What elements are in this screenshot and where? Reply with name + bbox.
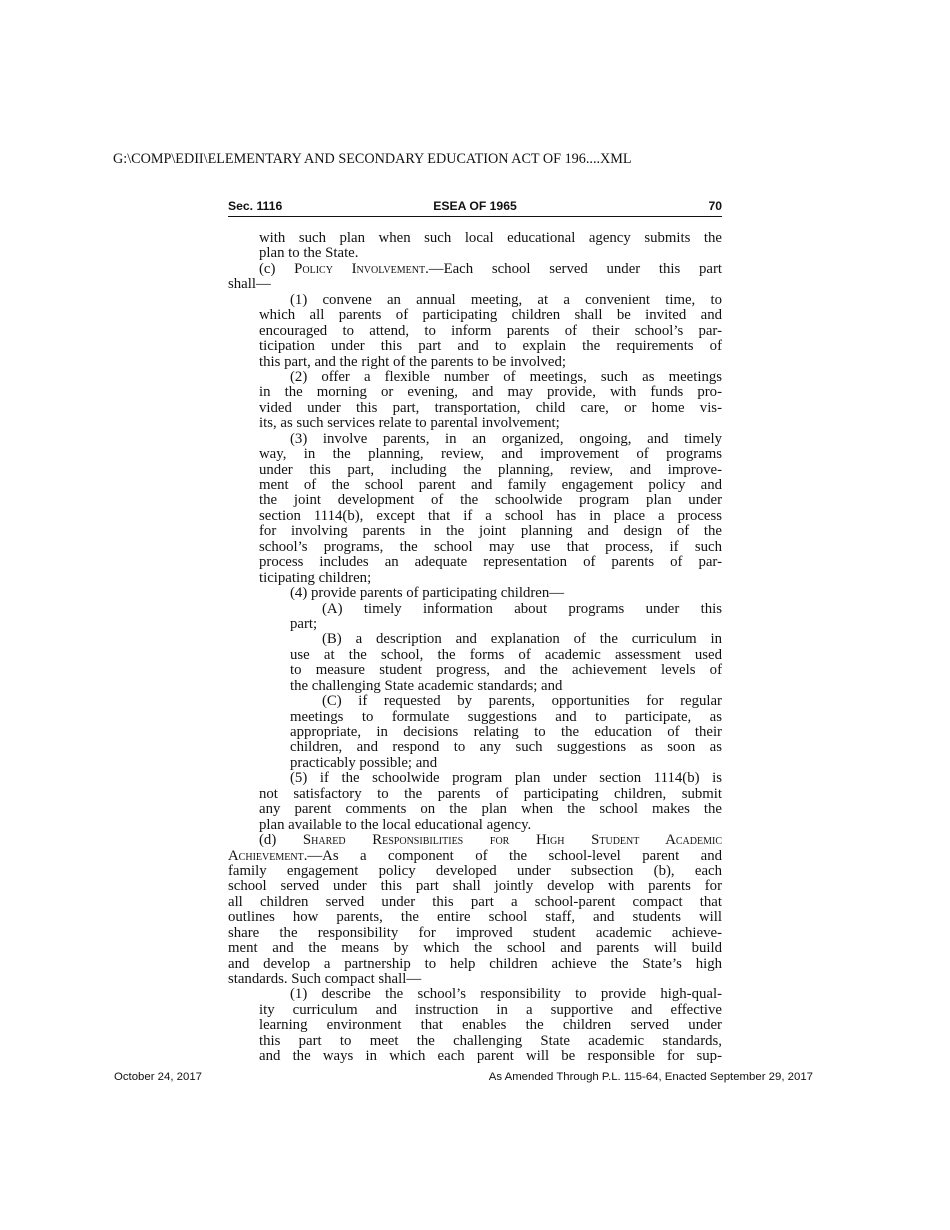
line-text: (C) if requested by parents, opportunities for regular (322, 693, 722, 710)
text-line (228, 262, 722, 277)
line-text: ticipation under this part and to explain the requirements of (259, 338, 722, 355)
text-line (228, 246, 722, 261)
text-line (228, 385, 722, 400)
line-text: use at the school, the forms of academic assessment used (290, 646, 722, 663)
text-line (228, 632, 722, 647)
text-line (228, 957, 722, 972)
text-line (228, 1003, 722, 1018)
line-text: way, in the planning, review, and improvement of programs (259, 446, 722, 463)
line-text: standards. Such compact shall— (228, 971, 422, 987)
line-text: ity curriculum and instruction in a supportive and effective (259, 1001, 722, 1018)
line-text: this part to meet the challenging State academic standards, (259, 1032, 722, 1049)
line-text: children, and respond to any such suggestions as soon as (290, 739, 722, 756)
line-text: this part, and the right of the parents to be involved; (259, 353, 566, 370)
text-line (228, 1018, 722, 1033)
subsection-lead: (d) (259, 832, 303, 849)
line-text: which all parents of participating children shall be invited and (259, 307, 722, 324)
text-line (228, 864, 722, 879)
text-line (228, 941, 722, 956)
line-text: and develop a partnership to help children achieve the State’s high (228, 955, 722, 972)
line-text: the challenging State academic standards; and (290, 677, 563, 694)
line-text: and the ways in which each parent will be responsible for sup- (259, 1048, 722, 1065)
text-line (228, 324, 722, 339)
text-line (228, 540, 722, 555)
text-line (228, 756, 722, 771)
line-text: ticipating children; (259, 569, 372, 586)
line-text: (A) timely information about programs under this (322, 600, 722, 617)
subsection-heading: Achievement (228, 847, 304, 864)
footer-date: October 24, 2017 (114, 1071, 203, 1083)
line-text: the joint development of the schoolwide program plan under (259, 492, 722, 509)
text-line (228, 355, 722, 370)
text-line (228, 308, 722, 323)
line-text: (4) provide parents of participating children— (290, 585, 565, 602)
line-text: ment and the means by which the school and parents will build (228, 940, 722, 957)
text-line (228, 617, 722, 632)
footer-amended-note: As Amended Through P.L. 115-64, Enacted September 29, 2017 (488, 1071, 813, 1083)
line-text: (1) describe the school’s responsibility to provide high-qual- (290, 986, 722, 1003)
line-text: encouraged to attend, to inform parents of their school’s par- (259, 322, 722, 339)
text-line (228, 370, 722, 385)
text-line (228, 509, 722, 524)
text-line (228, 1034, 722, 1049)
line-text: (B) a description and explanation of the curriculum in (322, 631, 722, 648)
text-line (228, 571, 722, 586)
subsection-heading: Policy Involvement (294, 260, 426, 277)
line-text: family engagement policy developed under subsection (b), each (228, 862, 722, 879)
text-line (228, 725, 722, 740)
text-line (228, 602, 722, 617)
line-text: section 1114(b), except that if a school has in place a process (259, 507, 722, 524)
text-line (228, 478, 722, 493)
running-head (228, 198, 722, 217)
line-text: shall— (228, 276, 271, 293)
file-path-header: G:\COMP\EDII\ELEMENTARY AND SECONDARY EDUCATION ACT OF 196....XML (113, 151, 632, 167)
text-line (228, 1049, 722, 1064)
line-text: learning environment that enables the children served under (259, 1017, 722, 1034)
text-line (228, 818, 722, 833)
text-line (228, 648, 722, 663)
running-head-title: ESEA OF 1965 (433, 199, 517, 213)
text-line (228, 972, 722, 987)
line-text: plan available to the local educational agency. (259, 816, 532, 833)
text-line (228, 447, 722, 462)
text-line (228, 339, 722, 354)
text-line (228, 231, 722, 246)
text-line (228, 679, 722, 694)
text-line (228, 493, 722, 508)
line-text: not satisfactory to the parents of participating children, submit (259, 785, 722, 802)
line-text: practicably possible; and (290, 754, 438, 771)
line-text: (5) if the schoolwide program plan under section 1114(b) is (290, 770, 722, 787)
text-line (228, 787, 722, 802)
line-text: school served under this part shall jointly develop with parents for (228, 878, 722, 895)
line-text: plan to the State. (259, 245, 359, 262)
text-line (228, 802, 722, 817)
line-text: under this part, including the planning, review, and improve- (259, 461, 722, 478)
line-text: (3) involve parents, in an organized, ongoing, and timely (290, 430, 722, 447)
line-text: appropriate, in decisions relating to the education of their (290, 724, 722, 740)
line-text: part; (290, 615, 318, 632)
text-line (228, 833, 722, 848)
text-line (228, 555, 722, 570)
line-text: school’s programs, the school may use that process, if such (259, 538, 722, 555)
text-line (228, 710, 722, 725)
line-text: all children served under this part a school-parent compact that (228, 893, 722, 910)
text-line (228, 740, 722, 755)
text-line (228, 277, 722, 292)
text-line (228, 293, 722, 308)
subsection-heading: Shared Responsibilities for High Student Academic (302, 832, 722, 849)
line-text: share the responsibility for improved student academic achieve- (228, 924, 722, 941)
text-line (228, 416, 722, 431)
line-text: with such plan when such local educational agency submits the (259, 230, 722, 246)
text-line (228, 771, 722, 786)
line-text: to measure student progress, and the achievement levels of (290, 662, 722, 679)
running-head-section: Sec. 1116 (228, 199, 283, 213)
text-line (228, 694, 722, 709)
text-line (228, 879, 722, 894)
text-line (228, 432, 722, 447)
text-line (228, 895, 722, 910)
line-text: for involving parents in the joint planning and design of the (259, 523, 722, 540)
statute-body (228, 231, 722, 1065)
line-text: any parent comments on the plan when the school makes the (259, 801, 722, 818)
text-line (228, 987, 722, 1002)
text-line (228, 586, 722, 601)
line-text: (1) convene an annual meeting, at a convenient time, to (290, 291, 722, 308)
text-line (228, 663, 722, 678)
line-text: vided under this part, transportation, child care, or home vis- (259, 399, 722, 416)
line-text: its, as such services relate to parental involvement; (259, 415, 560, 432)
text-line (228, 849, 722, 864)
line-text: process includes an adequate representation of parents of par- (259, 554, 722, 571)
line-text: .—As a component of the school-level parent and (303, 847, 722, 864)
line-text: in the morning or evening, and may provide, with funds pro- (259, 384, 722, 401)
line-text: ment of the school parent and family engagement policy and (259, 477, 722, 493)
line-text: meetings to formulate suggestions and to participate, as (290, 708, 722, 725)
text-line (228, 524, 722, 539)
line-text: .—Each school served under this part (425, 260, 722, 277)
text-line (228, 401, 722, 416)
page-number: 70 (708, 199, 722, 213)
line-text: (2) offer a flexible number of meetings, such as meetings (290, 368, 722, 385)
text-line (228, 910, 722, 925)
subsection-lead: (c) (259, 260, 295, 277)
text-line (228, 926, 722, 941)
text-line (228, 463, 722, 478)
line-text: outlines how parents, the entire school staff, and students will (228, 909, 722, 926)
